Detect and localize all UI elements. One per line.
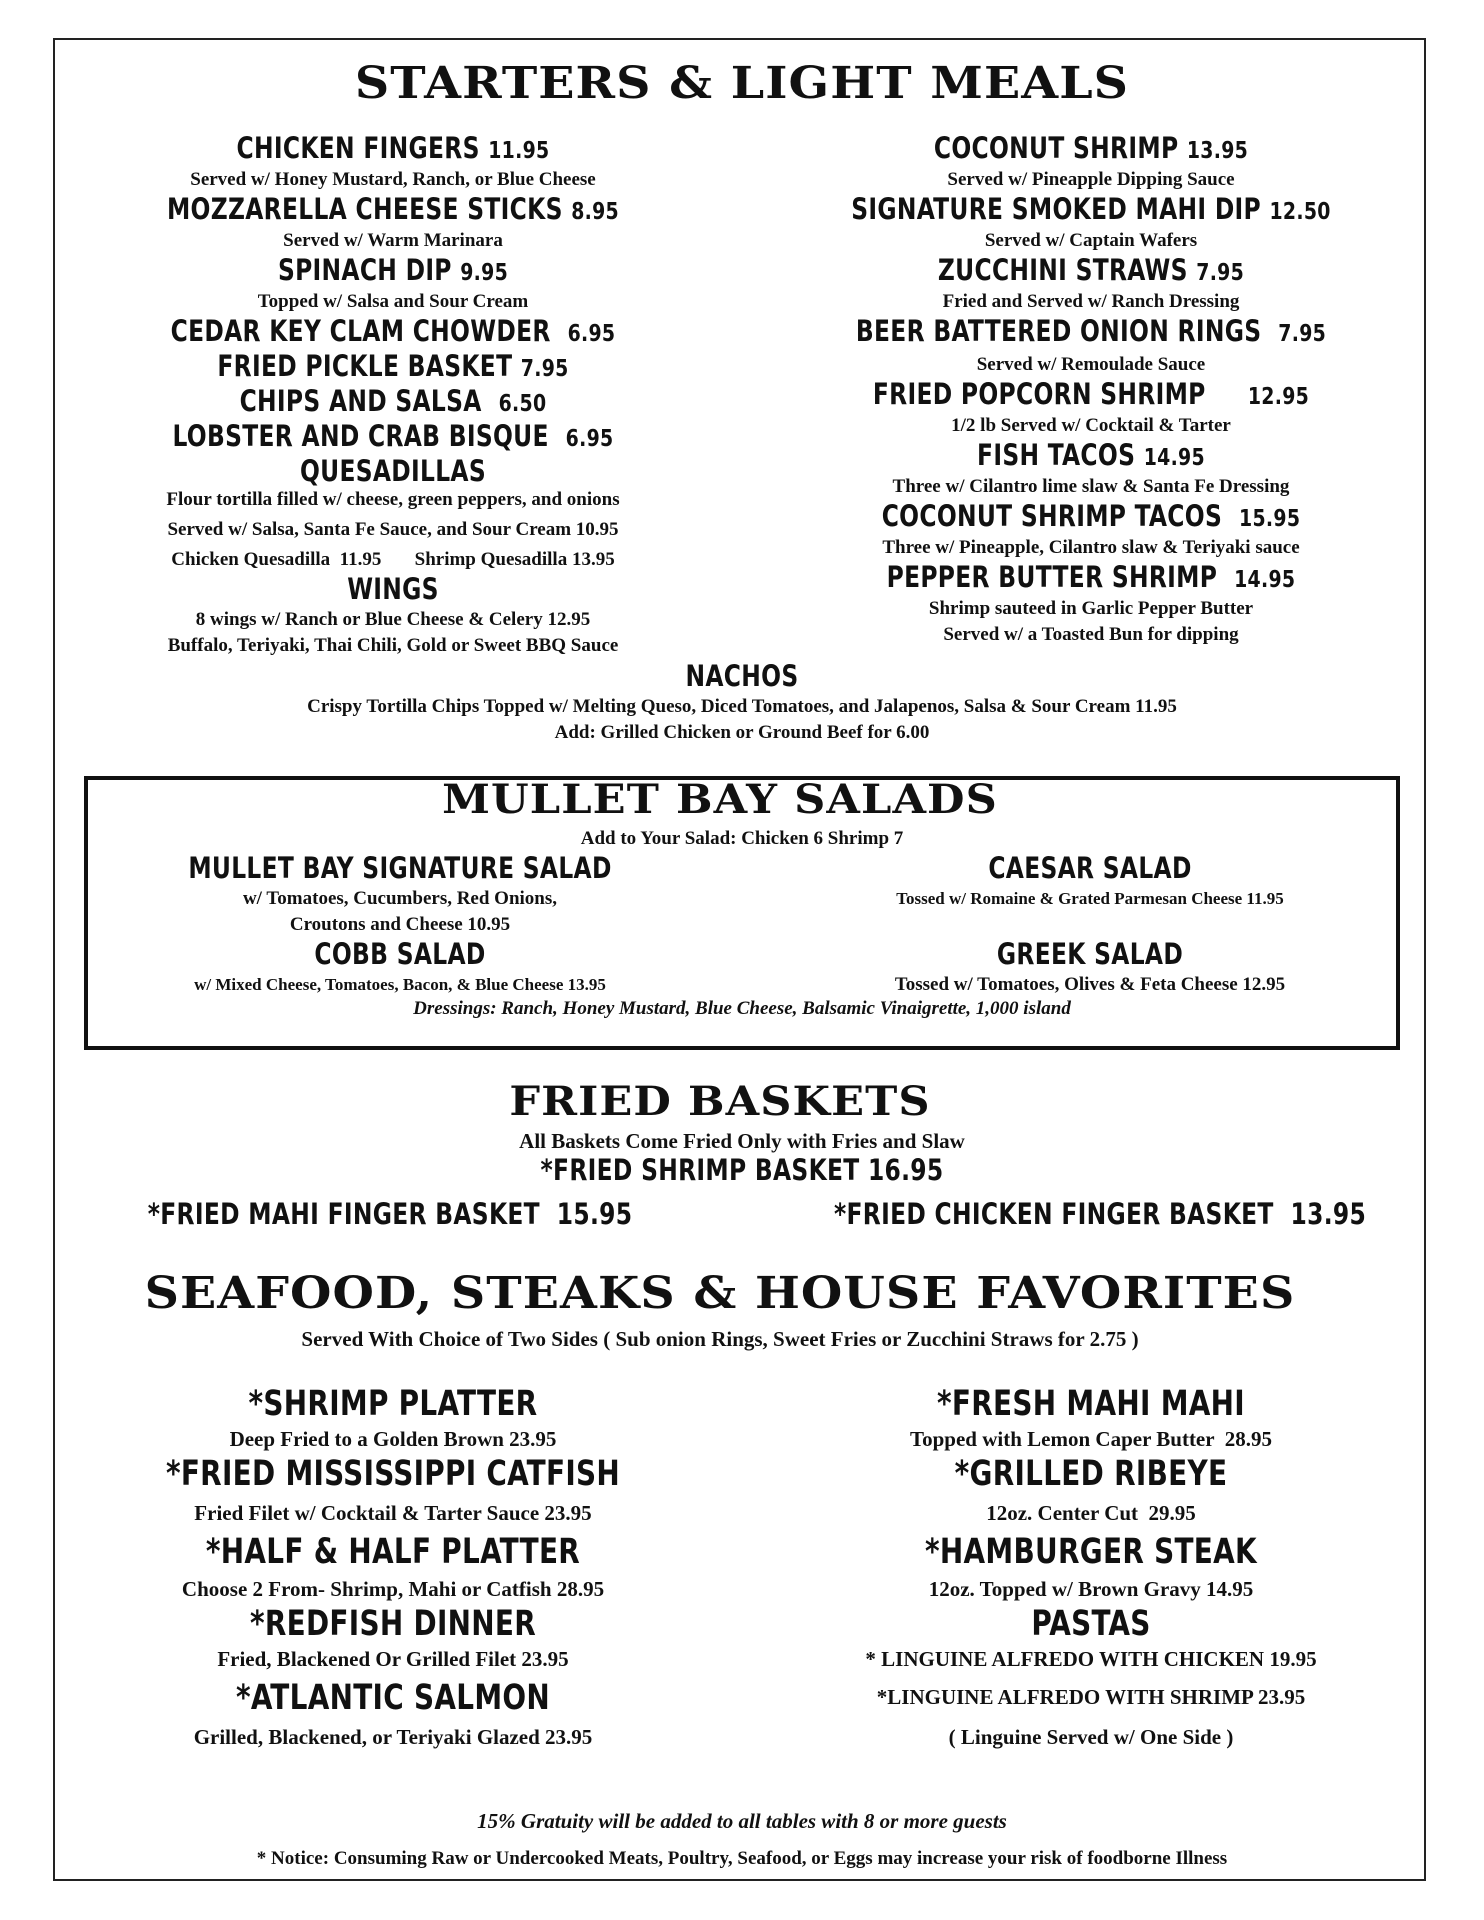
menu-item-name: *GRILLED RIBEYE	[954, 1453, 1228, 1495]
menu-item-desc: Shrimp sauteed in Garlic Pepper Butter	[928, 598, 1254, 619]
menu-item-desc: Topped with Lemon Caper Butter 28.95	[910, 1427, 1272, 1451]
salads-addon: Add to Your Salad: Chicken 6 Shrimp 7	[580, 828, 904, 849]
menu-item-desc: Tossed w/ Tomatoes, Olives & Feta Cheese 12.95	[894, 974, 1286, 995]
salad-signature	[120, 852, 680, 938]
nachos-block	[0, 660, 1484, 746]
menu-item-desc: Fried and Served w/ Ranch Dressing	[942, 291, 1240, 312]
basket-mahi: *FRIED MAHI FINGER BASKET 15.95	[147, 1198, 633, 1232]
menu-item-desc: Choose 2 From- Shrimp, Mahi or Catfish 28.95	[181, 1577, 605, 1601]
menu-item-desc: Topped w/ Salsa and Sour Cream	[257, 291, 529, 312]
menu-item-desc: Served w/ a Toasted Bun for dipping	[943, 624, 1239, 645]
favorites-note-block: Served With Choice of Two Sides ( Sub onion Rings, Sweet Fries or Zucchini Straws for 2.75 )	[301, 1327, 1139, 1351]
menu-item-desc: Grilled, Blackened, or Teriyaki Glazed 23.95	[193, 1725, 593, 1749]
menu-item-name: WINGS	[347, 573, 439, 607]
menu-item-name: SPINACH DIP 9.95	[277, 254, 509, 288]
menu-item-name: BEER BATTERED ONION RINGS 7.95	[855, 315, 1327, 349]
favorites-title: SEAFOOD, STEAKS & HOUSE FAVORITES	[144, 1268, 1296, 1319]
starters-title: STARTERS & LIGHT MEALS	[354, 58, 1130, 109]
menu-item-name: *FRESH MAHI MAHI	[937, 1383, 1245, 1425]
health-notice: * Notice: Consuming Raw or Undercooked Meats, Poultry, Seafood, or Eggs may increase your risk of foodborne Illness	[256, 1848, 1228, 1869]
menu-item-desc: ( Linguine Served w/ One Side )	[948, 1725, 1234, 1749]
favorites-left-column	[110, 1384, 676, 1752]
menu-item-desc: 12oz. Topped w/ Brown Gravy 14.95	[928, 1577, 1254, 1601]
salad-cobb	[120, 938, 680, 998]
menu-item-desc: 8 wings w/ Ranch or Blue Cheese & Celery 12.95	[195, 609, 591, 630]
pastas-heading: PASTAS	[1031, 1603, 1151, 1645]
menu-item-desc: 1/2 lb Served w/ Cocktail & Tarter	[951, 415, 1231, 436]
baskets-note-block: All Baskets Come Fried Only with Fries and Slaw	[519, 1129, 965, 1153]
menu-item-name: CHIPS AND SALSA 6.50	[239, 385, 547, 419]
menu-item-desc: Served w/ Remoulade Sauce	[976, 354, 1206, 375]
basket-chicken: *FRIED CHICKEN FINGER BASKET 13.95	[833, 1198, 1367, 1232]
menu-item-desc: Three w/ Pineapple, Cilantro slaw & Teriyaki sauce	[882, 537, 1300, 558]
menu-item-desc: Croutons and Cheese 10.95	[289, 914, 511, 935]
menu-item-desc: w/ Mixed Cheese, Tomatoes, Bacon, & Blue Cheese 13.95	[194, 975, 606, 994]
menu-item-name: *FRIED MISSISSIPPI CATFISH	[165, 1453, 621, 1495]
menu-item-name: CAESAR SALAD	[988, 852, 1192, 886]
menu-item-desc: * LINGUINE ALFREDO WITH CHICKEN 19.95	[865, 1647, 1317, 1671]
menu-item-desc: Tossed w/ Romaine & Grated Parmesan Cheese 11.95	[896, 889, 1284, 908]
menu-item-desc: *LINGUINE ALFREDO WITH SHRIMP 23.95	[876, 1685, 1306, 1709]
menu-item-name: *REDFISH DINNER	[249, 1603, 537, 1645]
menu-item-desc: Served w/ Honey Mustard, Ranch, or Blue Cheese	[190, 169, 596, 190]
menu-item-name: *HAMBURGER STEAK	[925, 1531, 1257, 1573]
menu-item-name: ZUCCHINI STRAWS 7.95	[937, 254, 1245, 288]
menu-item-name: QUESADILLAS	[300, 455, 486, 489]
starters-right-column	[808, 132, 1374, 648]
menu-item-desc: Crispy Tortilla Chips Topped w/ Melting Queso, Diced Tomatoes, and Jalapenos, Salsa & Sour Cream 11.95	[307, 696, 1177, 717]
salad-caesar	[820, 852, 1360, 912]
favorites-right-column	[808, 1384, 1374, 1752]
menu-item-name: FRIED POPCORN SHRIMP 12.95	[872, 378, 1310, 412]
menu-item-desc: Flour tortilla filled w/ cheese, green peppers, and onions	[166, 489, 620, 510]
basket-shrimp: *FRIED SHRIMP BASKET 16.95	[540, 1154, 944, 1188]
menu-item-name: MULLET BAY SIGNATURE SALAD	[188, 852, 612, 886]
menu-item-name: CHICKEN FINGERS 11.95	[236, 132, 550, 166]
menu-item-name: NACHOS	[685, 660, 799, 694]
menu-item-desc: Add: Grilled Chicken or Ground Beef for 6.00	[554, 722, 930, 743]
menu-item-name: COCONUT SHRIMP TACOS 15.95	[881, 500, 1301, 534]
salad-greek	[820, 938, 1360, 998]
menu-item-desc: w/ Tomatoes, Cucumbers, Red Onions,	[242, 888, 558, 909]
menu-item-desc: Deep Fried to a Golden Brown 23.95	[229, 1427, 557, 1451]
menu-item-desc: Buffalo, Teriyaki, Thai Chili, Gold or Sweet BBQ Sauce	[167, 635, 619, 656]
starters-left-column	[110, 132, 676, 659]
menu-item-desc: Served w/ Warm Marinara	[283, 230, 503, 251]
menu-item-desc: Chicken Quesadilla 11.95 Shrimp Quesadilla 13.95	[171, 549, 615, 570]
menu-item-name: SIGNATURE SMOKED MAHI DIP 12.50	[851, 193, 1331, 227]
menu-item-desc: Served w/ Pineapple Dipping Sauce	[947, 169, 1235, 190]
menu-item-desc: Three w/ Cilantro lime slaw & Santa Fe Dressing	[892, 476, 1290, 497]
menu-item-name: PEPPER BUTTER SHRIMP 14.95	[886, 561, 1296, 595]
menu-item-name: LOBSTER AND CRAB BISQUE 6.95	[172, 420, 614, 454]
menu-item-desc: Served w/ Captain Wafers	[984, 230, 1198, 251]
menu-item-desc: Fried Filet w/ Cocktail & Tarter Sauce 23.95	[194, 1501, 592, 1525]
menu-item-name: *SHRIMP PLATTER	[248, 1383, 538, 1425]
gratuity-note: 15% Gratuity will be added to all tables with 8 or more guests	[477, 1809, 1007, 1833]
menu-item-name: *ATLANTIC SALMON	[235, 1677, 551, 1719]
salad-dressings: Dressings: Ranch, Honey Mustard, Blue Cheese, Balsamic Vinaigrette, 1,000 island	[413, 998, 1071, 1019]
baskets-title: FRIED BASKETS	[509, 1078, 931, 1125]
menu-item-name: FRIED PICKLE BASKET 7.95	[217, 350, 569, 384]
menu-item-name: CEDAR KEY CLAM CHOWDER 6.95	[170, 315, 616, 349]
menu-item-name: FISH TACOS 14.95	[977, 439, 1205, 473]
menu-item-desc: Served w/ Salsa, Santa Fe Sauce, and Sour Cream 10.95	[167, 519, 619, 540]
menu-item-name: COCONUT SHRIMP 13.95	[933, 132, 1249, 166]
salads-title: MULLET BAY SALADS	[442, 776, 998, 823]
menu-item-name: GREEK SALAD	[996, 938, 1184, 972]
menu-item-desc: 12oz. Center Cut 29.95	[986, 1501, 1196, 1525]
menu-item-name: *HALF & HALF PLATTER	[205, 1531, 581, 1573]
menu-item-name: MOZZARELLA CHEESE STICKS 8.95	[166, 193, 620, 227]
menu-item-desc: Fried, Blackened Or Grilled Filet 23.95	[217, 1647, 569, 1671]
menu-item-name: COBB SALAD	[314, 938, 486, 972]
